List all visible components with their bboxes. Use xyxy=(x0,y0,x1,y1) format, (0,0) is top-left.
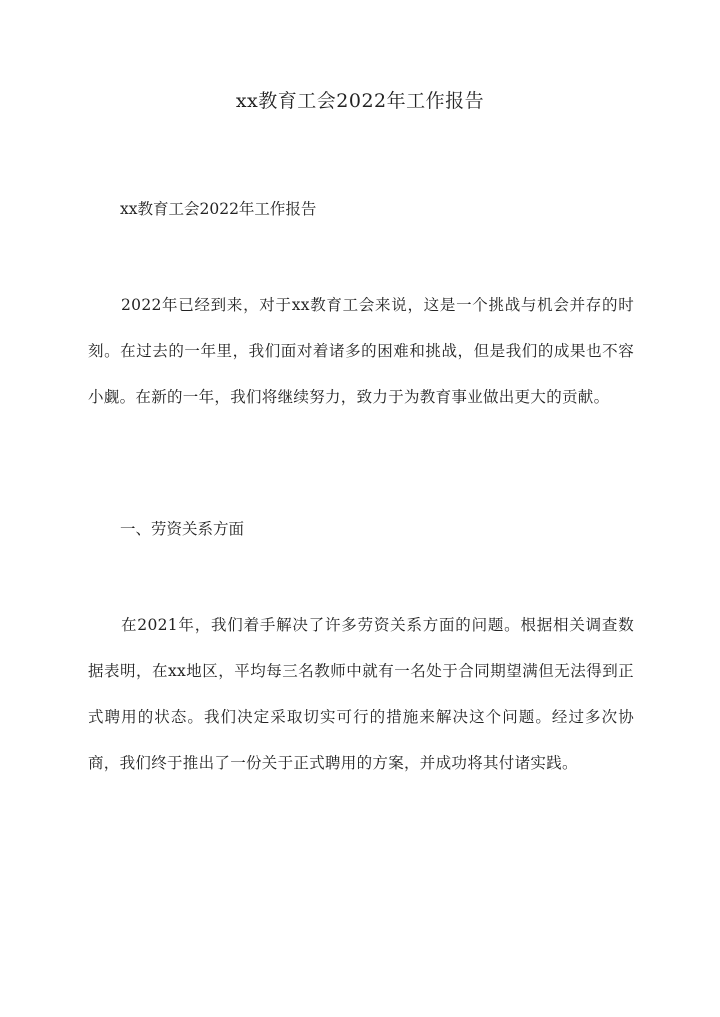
section-paragraph-labor-relations: 在2021年，我们着手解决了许多劳资关系方面的问题。根据相关调查数据表明，在xx地区，平均每三名教师中就有一名处于合同期望满但无法得到正式聘用的状态。我们决定采取切实可行的措施来解决这个问题。经过多次协商，我们终于推出了一份关于正式聘用的方案，并成功将其付诸实践。 xyxy=(88,616,634,772)
section-heading-labor-relations: 一、劳资关系方面 xyxy=(120,520,245,538)
intro-paragraph: 2022年已经到来，对于xx教育工会来说，这是一个挑战与机会并存的时刻。在过去的一年里，我们面对着诸多的困难和挑战，但是我们的成果也不容小觑。在新的一年，我们将继续努力，致力于为教育事业做出更大的贡献。 xyxy=(88,296,634,406)
document-subtitle: xx教育工会2022年工作报告 xyxy=(120,200,317,218)
document-title: xx教育工会2022年工作报告 xyxy=(235,90,485,112)
